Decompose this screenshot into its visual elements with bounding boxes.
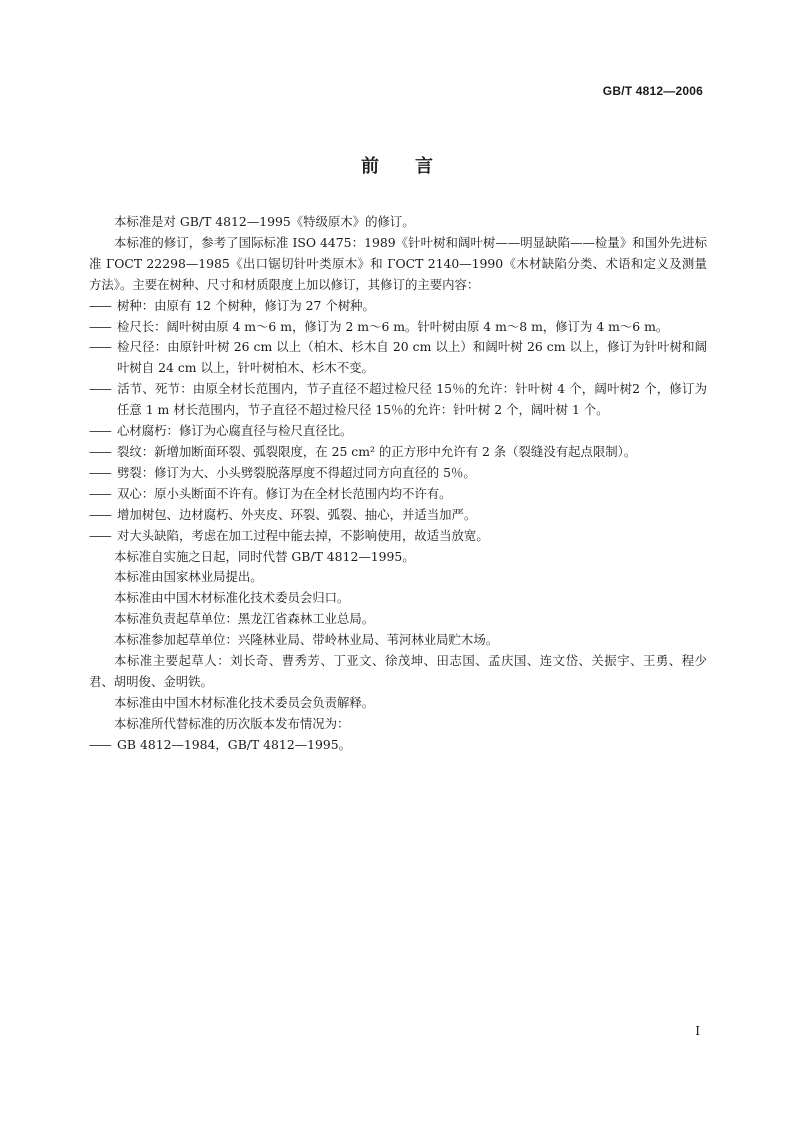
paragraph [89,714,707,735]
paragraph [89,630,707,651]
dash-marker: —— [89,506,110,522]
paragraph-text: 本标准所代替标准的历次版本发布情况为： [114,715,350,731]
paragraph-text: 对大头缺陷，考虑在加工过程中能去掉，不影响使用，故适当放宽。 [117,527,489,543]
dash-marker: —— [89,381,110,397]
dash-marker: —— [89,485,110,501]
paragraph [89,233,707,296]
paragraph-text: 本标准是对 GB/T 4812—1995《特级原木》的修订。 [114,214,415,229]
paragraph-text: 本标准由中国木材标准化技术委员会负责解释。 [114,694,375,710]
dash-marker: —— [89,464,110,480]
paragraph [89,547,707,568]
dash-marker: —— [89,423,110,439]
paragraph [89,588,707,609]
paragraph-text: 双心：原小头断面不许有。修订为在全材长范围内均不许有。 [117,485,452,501]
list-item [89,421,707,442]
list-item [89,296,707,317]
dash-marker: —— [89,297,110,313]
paragraph-text: 活节、死节：由原全材长范围内，节子直径不超过检尺径 15％的允许：针叶树 4 个，阔叶树2 个，修订为任意 1 m 材长范围内，节子直径不超过检尺径 15％的允许：针叶树 2 个，阔叶树 1 个。 [117,381,707,418]
list-item [89,337,707,379]
list-item [89,317,707,338]
paragraph-text: 本标准由中国木材标准化技术委员会归口。 [114,590,350,606]
paragraph-text: 检尺径：由原针叶树 26 cm 以上（柏木、杉木自 20 cm 以上）和阔叶树 26 cm 以上，修订为针叶树和阔叶树自 24 cm 以上，针叶树柏木、杉木不变。 [117,339,707,376]
standard-code: GB/T 4812—2006 [602,84,703,98]
paragraph-text: 裂纹：新增加断面环裂、弧裂限度，在 25 cm² 的正方形中允许有 2 条（裂缝没有起点限制）。 [117,443,637,459]
list-item [89,484,707,505]
dash-marker: —— [89,736,110,752]
list-item [89,735,707,756]
paragraph-text: 树种：由原有 12 个树种，修订为 27 个树种。 [117,297,375,313]
paragraph-text: 本标准自实施之日起，同时代替 GB/T 4812—1995。 [114,548,415,564]
paragraph-text: 增加树包、边材腐朽、外夹皮、环裂、弧裂、抽心，并适当加严。 [117,506,477,522]
paragraph-text: 本标准由国家林业局提出。 [114,569,263,585]
paragraph-text: 心材腐朽：修订为心腐直径与检尺直径比。 [117,423,353,439]
page-title: 前言 [361,156,469,177]
paragraph-text: GB 4812—1984，GB/T 4812—1995。 [117,736,352,752]
list-item [89,463,707,484]
dash-marker: —— [89,318,110,334]
paragraph [89,212,707,233]
paragraph-text: 检尺长：阔叶树由原 4 m～6 m，修订为 2 m～6 m。针叶树由原 4 m～8 m，修订为 4 m～6 m。 [117,318,669,334]
paragraph [89,693,707,714]
list-item [89,442,707,463]
foreword-body [89,212,707,756]
paragraph-text: 本标准的修订，参考了国际标准 ISO 4475：1989《针叶树和阔叶树——明显缺陷——检量》和国外先进标准 ГOCT 22298—1985《出口锯切针叶类原木》和 ГOCT 2140—1990《木材缺陷分类、术语和定义及测量方法》。主要在树种、尺寸和材质限度上加以修订，其修订的主要内容： [89,234,707,292]
list-item [89,505,707,526]
paragraph-text: 本标准负责起草单位：黑龙江省森林工业总局。 [114,611,375,627]
list-item [89,379,707,421]
paragraph [89,567,707,588]
paragraph-text: 本标准参加起草单位：兴隆林业局、带岭林业局、苇河林业局贮木场。 [114,632,499,648]
paragraph-text: 劈裂：修订为大、小头劈裂脱落厚度不得超过同方向直径的 5％。 [117,464,476,480]
dash-marker: —— [89,339,110,355]
paragraph-text: 本标准主要起草人：刘长奇、曹秀芳、丁亚文、徐茂坤、田志国、孟庆国、连文岱、关振宇、王勇、程少君、胡明俊、金明铁。 [89,653,707,689]
dash-marker: —— [89,527,110,543]
page-number: I [695,1024,700,1038]
paragraph [89,609,707,630]
dash-marker: —— [89,443,110,459]
list-item [89,526,707,547]
paragraph [89,651,707,693]
